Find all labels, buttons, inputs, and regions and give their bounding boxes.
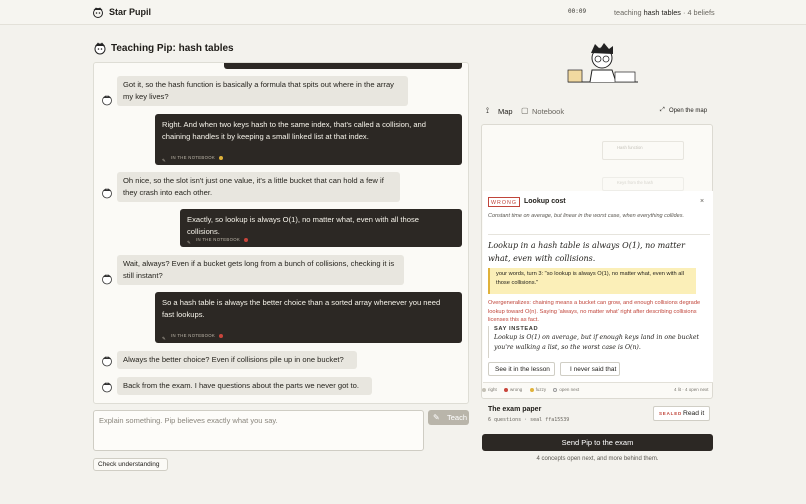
send-to-exam-button[interactable]: Send Pip to the exam — [482, 434, 713, 451]
say-instead-text: Lookup is O(1) on average, but if enough keys land in one bucket you're walking a list, so the worst case is O(n). — [494, 334, 699, 351]
divider — [488, 234, 710, 235]
concept-title: Lookup cost — [524, 198, 566, 205]
user-avatar-icon — [101, 94, 113, 106]
concept-description: Constant time on average, but linear in the worst case, when everything collides. — [488, 213, 684, 219]
pip-illustration-icon — [560, 40, 642, 96]
fuzzy-dot-icon — [219, 156, 223, 160]
pencil-icon: ✎ — [162, 336, 166, 342]
pip-message — [155, 114, 462, 165]
pip-belief: Lookup in a hash table is always O(1), no matter what, even with collisions. — [488, 241, 685, 263]
read-it-label: Read it — [683, 410, 705, 417]
notebook-tag: ✎IN THE NOTEBOOK — [187, 234, 248, 246]
close-icon[interactable]: × — [700, 198, 705, 205]
notebook-tag: ✎IN THE NOTEBOOK — [162, 152, 223, 164]
pencil-icon: ✎ — [433, 413, 440, 422]
expand-icon: ⤢ — [660, 107, 665, 113]
open-next-dot-icon — [553, 388, 557, 392]
fuzzy-dot-icon — [530, 388, 534, 392]
notebook-tag: ✎IN THE NOTEBOOK — [162, 330, 223, 342]
explain-input[interactable]: Explain something. Pip believes exactly what you say. — [93, 410, 424, 451]
pip-logo-icon — [92, 6, 104, 18]
pip-message-text: So a hash table is always the better choice than a sorted array whenever you need fast lookups. — [162, 298, 441, 319]
user-avatar-icon — [101, 381, 113, 393]
user-quote: your words, turn 3: "so lookup is always O(1), no matter what, even with all those collisions." — [488, 268, 696, 294]
say-instead-block — [488, 326, 708, 358]
sealed-badge: SEALED — [659, 411, 683, 416]
notebook-icon: ▢ — [521, 106, 529, 115]
user-message: Oh nice, so the slot isn't just one value, it's a little bucket that can hold a few if they crash into each other. — [117, 172, 400, 202]
say-instead-label: SAY INSTEAD — [494, 326, 539, 332]
overgeneralization-note: Overgeneralizes: chaining means a bucket can grow, and enough collisions degrade lookup toward O(n). Saying 'always, no matter what' right after describing collisions licenses this as fact. — [488, 300, 701, 323]
map-icon: ⟟ — [486, 106, 489, 115]
wrong-dot-icon — [244, 238, 248, 242]
tab-map[interactable]: Map — [498, 107, 513, 116]
wrong-dot-icon — [219, 334, 223, 338]
pip-message-text: Right. And when two keys hash to the same index, that's called a collision, and chaining handles it by keeping a small linked list at that index. — [162, 120, 427, 141]
pencil-icon: ✎ — [187, 240, 191, 246]
map-node[interactable]: Hash function — [602, 141, 684, 160]
user-avatar-icon — [101, 273, 113, 285]
legend-count: 4 lit · 4 open next — [674, 387, 709, 392]
see-in-lesson-button[interactable]: See it in the lesson — [488, 362, 555, 376]
brand-name: Star Pupil — [109, 7, 152, 17]
map-legend: right wrong fuzzy open next — [482, 387, 579, 392]
never-said-button[interactable]: I never said that — [560, 362, 620, 376]
teach-button[interactable]: ✎ Teach — [428, 410, 469, 425]
wrong-badge: WRONG — [488, 197, 520, 207]
pip-message — [180, 209, 462, 247]
exam-meta: 6 questions · seal ffa15539 — [488, 417, 570, 423]
user-message: Always the better choice? Even if collisions pile up in one bucket? — [117, 351, 357, 369]
tab-notebook[interactable]: Notebook — [532, 107, 565, 116]
page-title: Teaching Pip: hash tables — [111, 43, 234, 54]
check-understanding-button[interactable]: Check understanding — [93, 458, 168, 471]
teaching-status: teaching hash tables · 4 beliefs — [614, 8, 715, 17]
read-exam-button[interactable] — [653, 406, 710, 421]
pip-avatar-icon — [93, 41, 107, 55]
exam-title: The exam paper — [488, 406, 542, 413]
user-avatar-icon — [101, 355, 113, 367]
pip-message-text: Exactly, so lookup is always O(1), no matter what, even with all those collisions. — [187, 215, 419, 236]
pencil-icon: ✎ — [162, 158, 166, 164]
open-map-link[interactable]: Open the map — [669, 108, 708, 114]
right-dot-icon — [482, 388, 486, 392]
exam-card — [481, 399, 713, 429]
user-avatar-icon — [101, 187, 113, 199]
user-message: Wait, always? Even if a bucket gets long from a bunch of collisions, checking it is still instant? — [117, 255, 404, 285]
pip-message — [155, 292, 462, 343]
session-timer: 00:09 — [568, 8, 587, 15]
footer-note: 4 concepts open next, and more behind them. — [536, 456, 659, 462]
wrong-dot-icon — [504, 388, 508, 392]
map-node[interactable]: Keys from the hash — [602, 177, 684, 191]
user-message: Back from the exam. I have questions about the parts we never got to. — [117, 377, 372, 395]
pip-message-cutoff — [224, 62, 462, 69]
user-message: Got it, so the hash function is basically a formula that spits out where in the array my key lives? — [117, 76, 408, 106]
chat-panel[interactable] — [93, 62, 469, 404]
